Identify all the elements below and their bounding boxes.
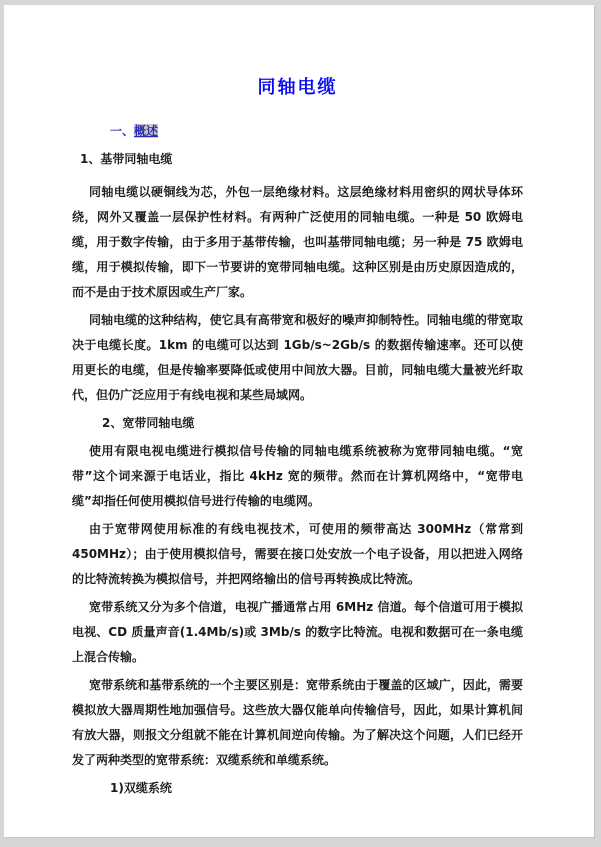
paragraph-broadband-definition: 使用有限电视电缆进行模拟信号传输的同轴电缆系统被称为宽带同轴电缆。“宽带”这个词来源于电话业，指比 4kHz 宽的频带。然而在计算机网络中，“宽带电缆”却指任何使用模拟信号进行传输的电缆网。	[72, 444, 523, 508]
toc-overview-link[interactable]: 概述	[134, 124, 159, 138]
paragraph-baseband-structure: 同轴电缆以硬铜线为芯，外包一层绝缘材料。这层绝缘材料用密织的网状导体环绕，网外又覆盖一层保护性材料。有两种广泛使用的同轴电缆。一种是 50 欧姆电缆，用于数字传输，由于多用于基带传输，也叫基带同轴电缆；另一种是 75 欧姆电缆，用于模拟传输，即下一节要讲的宽带同轴电缆。这种区别是由历史原因造成的，而不是由于技术原因或生产厂家。	[72, 185, 523, 299]
paragraph-baseband-bandwidth: 同轴电缆的这种结构，使它具有高带宽和极好的噪声抑制特性。同轴电缆的带宽取决于电缆长度。1km 的电缆可以达到 1Gb/s~2Gb/s 的数据传输速率。还可以使用更长的电缆，但是传输率要降低或使用中间放大器。目前，同轴电缆大量被光纤取代，但仍广泛应用于有线电视和某些局域网。	[72, 313, 523, 402]
heading-dual-cable-system: 1)双缆系统	[110, 781, 172, 795]
toc-entry-overview	[110, 119, 523, 144]
heading-broadband-coax: 2、宽带同轴电缆	[102, 416, 195, 430]
document-title: 同轴电缆	[257, 77, 338, 98]
toc-entry-number: 一、	[110, 124, 135, 138]
paragraph-broadband-vs-baseband: 宽带系统和基带系统的一个主要区别是：宽带系统由于覆盖的区域广，因此，需要模拟放大器周期性地加强信号。这些放大器仅能单向传输信号，因此，如果计算机间有放大器，则报文分组就不能在计算机间逆向传输。为了解决这个问题，人们已经开发了两种类型的宽带系统：双缆系统和单缆系统。	[72, 678, 523, 767]
heading-baseband-coax: 1、基带同轴电缆	[80, 152, 173, 166]
document-page	[4, 5, 594, 837]
paragraph-broadband-technology: 由于宽带网使用标准的有线电视技术，可使用的频带高达 300MHz（常常到 450MHz）；由于使用模拟信号，需要在接口处安放一个电子设备，用以把进入网络的比特流转换为模拟信号，并把网络输出的信号再转换成比特流。	[72, 522, 523, 586]
paragraph-broadband-channels: 宽带系统又分为多个信道，电视广播通常占用 6MHz 信道。每个信道可用于模拟电视、CD 质量声音(1.4Mb/s)或 3Mb/s 的数字比特流。电视和数据可在一条电缆上混合传输。	[72, 600, 523, 664]
